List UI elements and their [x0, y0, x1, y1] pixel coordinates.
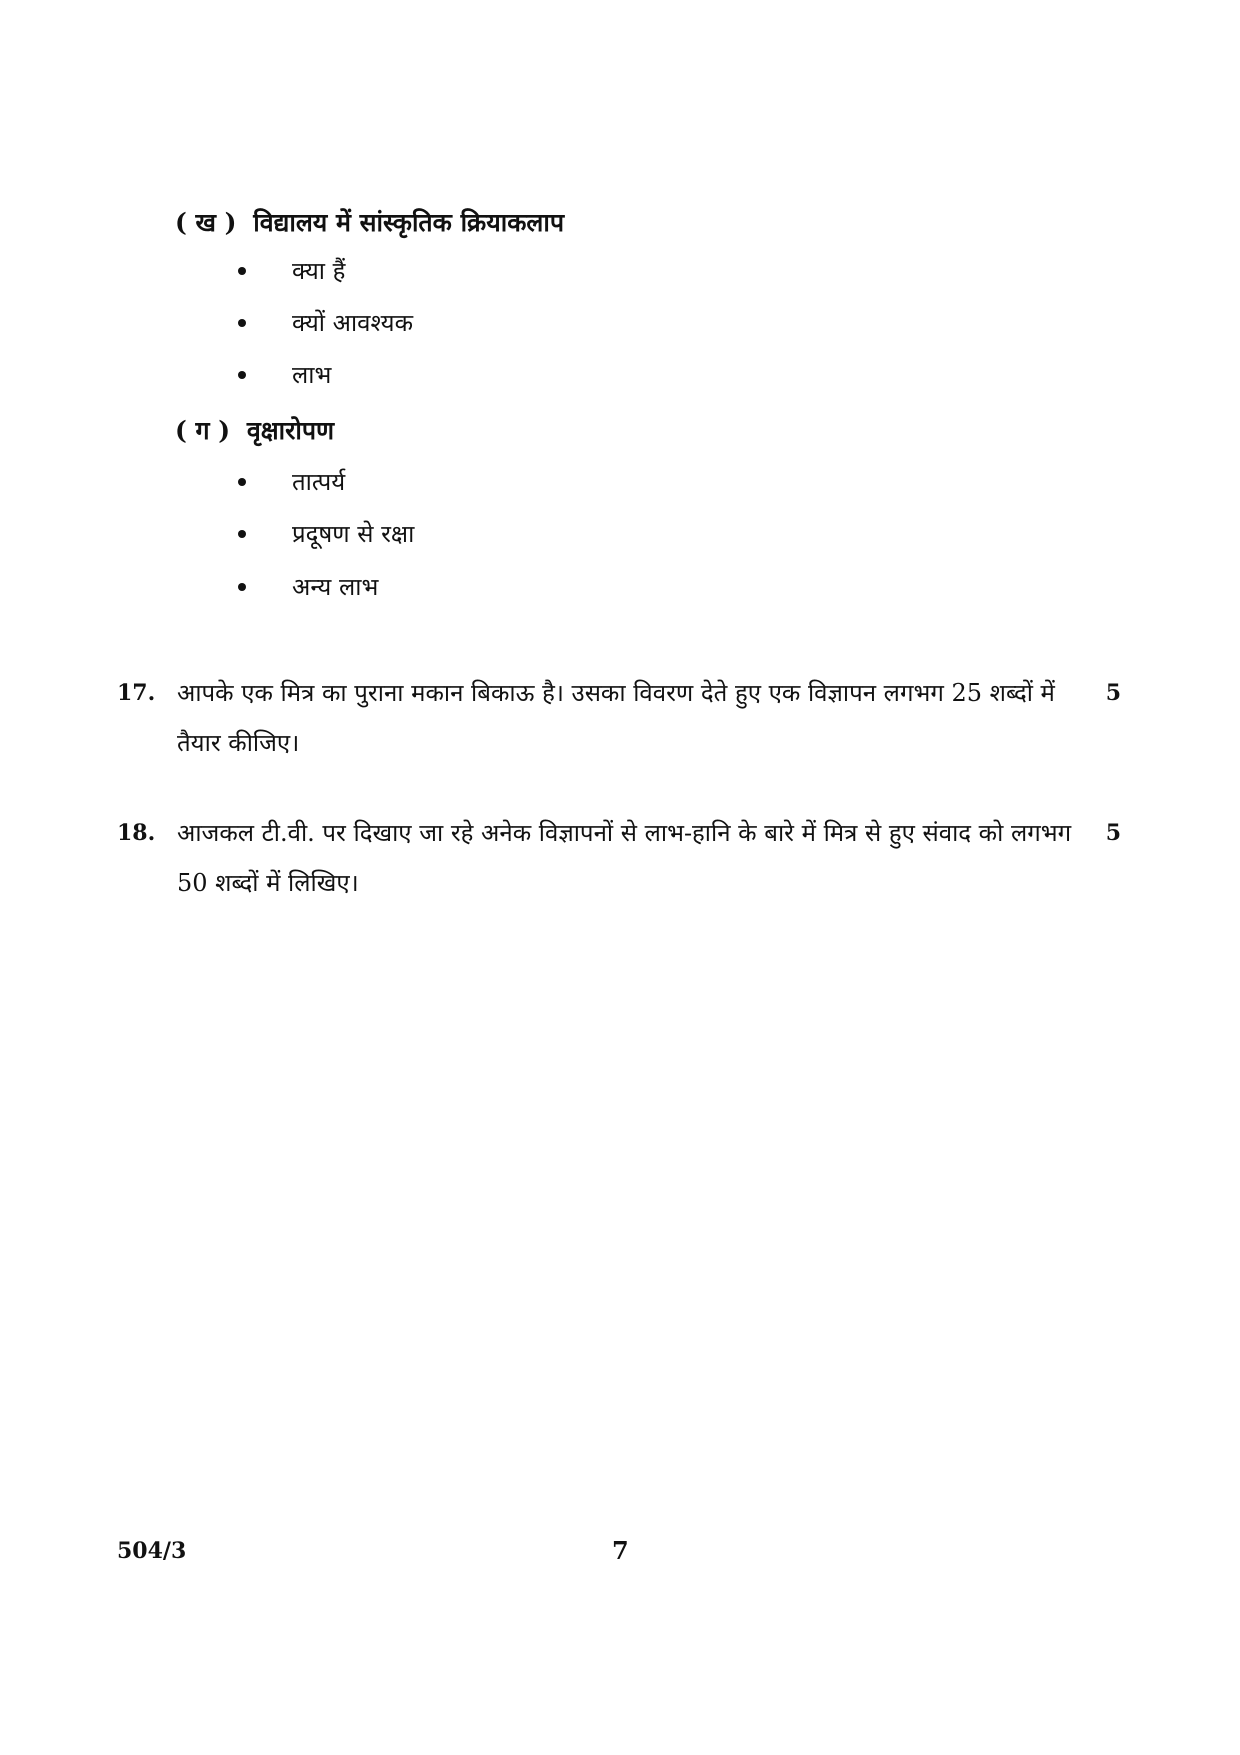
bullet-item: [238, 254, 345, 287]
bullet-text: प्रदूषण से रक्षा: [292, 520, 415, 548]
bullet-item: [238, 358, 331, 391]
bullet-item: [238, 570, 378, 603]
section-title: विद्यालय में सांस्कृतिक क्रियाकलाप: [253, 208, 565, 237]
section-label: ( ग ): [175, 416, 231, 445]
bullet-dot-icon: [238, 267, 246, 275]
bullet-dot-icon: [238, 371, 246, 379]
bullet-text: तात्पर्य: [292, 468, 346, 496]
bullet-dot-icon: [238, 583, 246, 591]
section-title: वृक्षारोपण: [246, 416, 335, 445]
bullet-item: [238, 517, 414, 550]
question-number: 18.: [117, 820, 156, 846]
section-heading-ga: [175, 413, 334, 447]
bullet-item: [238, 306, 413, 339]
bullet-item: [238, 465, 345, 498]
bullet-text: अन्य लाभ: [292, 573, 379, 601]
section-label: ( ख ): [175, 208, 237, 237]
question-marks: 5: [1105, 820, 1121, 846]
question-marks: 5: [1105, 680, 1121, 706]
bullet-text: क्या हैं: [292, 257, 346, 285]
section-heading-kha: [175, 205, 564, 239]
question-number: 17.: [117, 680, 156, 706]
question-text: आपके एक मित्र का पुराना मकान बिकाऊ है। उसका विवरण देते हुए एक विज्ञापन लगभग 25 शब्दों में तैयार कीजिए।: [177, 679, 1055, 757]
question-text: आजकल टी.वी. पर दिखाए जा रहे अनेक विज्ञापनों से लाभ-हानि के बारे में मित्र से हुए संवाद को लगभग 50 शब्दों में लिखिए।: [177, 819, 1072, 897]
bullet-dot-icon: [238, 319, 246, 327]
bullet-dot-icon: [238, 530, 246, 538]
bullet-text: लाभ: [292, 361, 332, 389]
paper-code: 504/3: [117, 1538, 187, 1564]
page-number: 7: [612, 1536, 629, 1565]
bullet-dot-icon: [238, 478, 246, 486]
bullet-text: क्यों आवश्यक: [292, 309, 414, 337]
